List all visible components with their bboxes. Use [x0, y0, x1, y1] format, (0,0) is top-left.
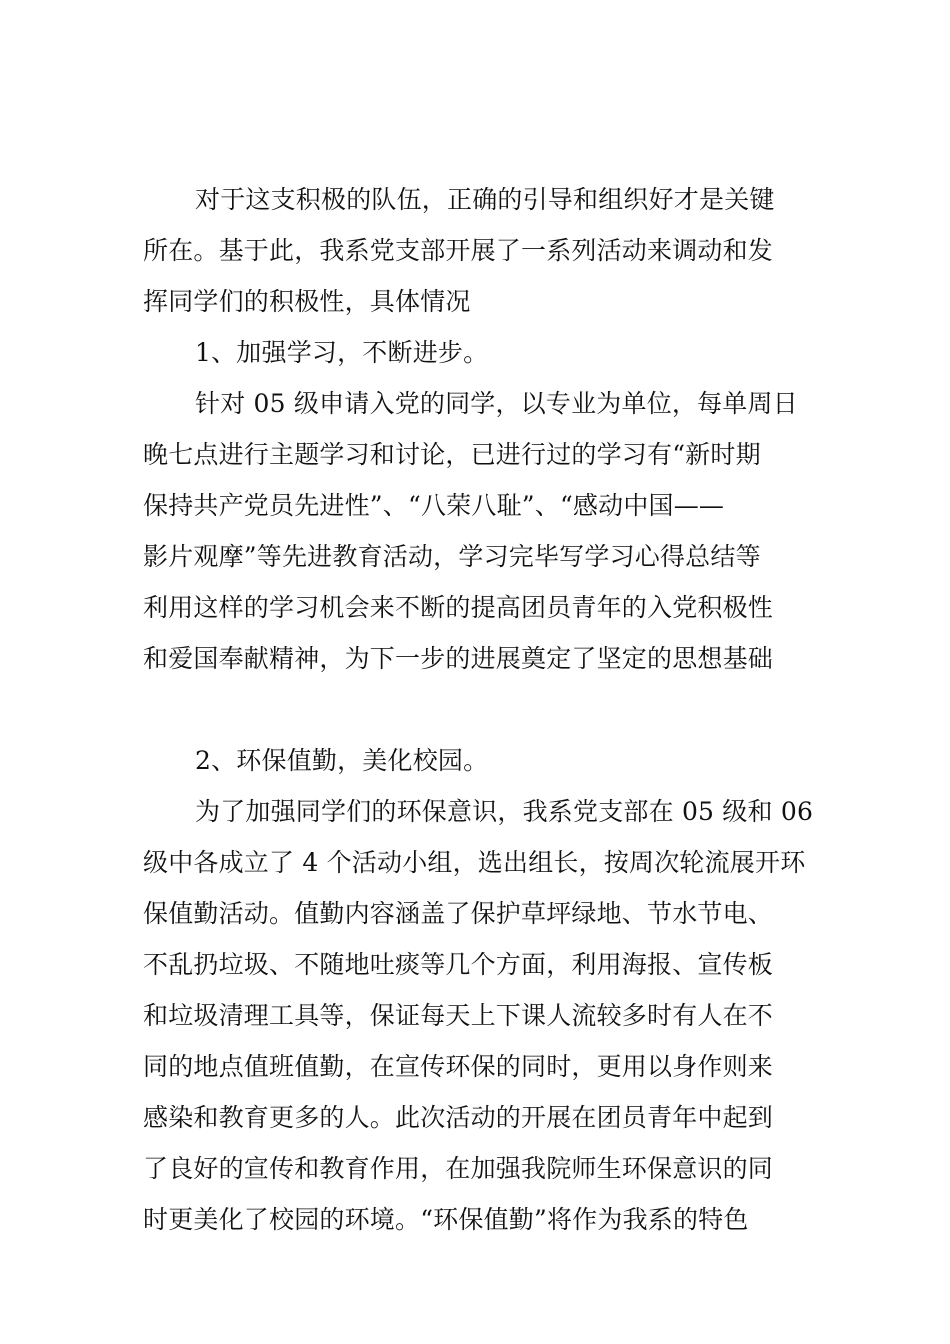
paragraph-3-line-2: 级中各成立了 4 个活动小组，选出组长，按周次轮流展开环 [143, 848, 806, 877]
paragraph-1-line-1: 对于这支积极的队伍，正确的引导和组织好才是关键 [195, 185, 775, 214]
paragraph-2-line-2: 晚七点进行主题学习和讨论，已进行过的学习有“新时期 [143, 440, 761, 469]
paragraph-3-line-7: 感染和教育更多的人。此次活动的开展在团员青年中起到 [143, 1103, 774, 1132]
paragraph-1-line-2: 所在。基于此，我系党支部开展了一系列活动来调动和发 [143, 236, 774, 265]
paragraph-2-line-1: 针对 05 级申请入党的同学，以专业为单位，每单周日 [195, 389, 798, 418]
paragraph-2-line-6: 和爱国奉献精神，为下一步的进展奠定了坚定的思想基础 [143, 644, 774, 673]
paragraph-2-line-4: 影片观摩”等先进教育活动，学习完毕写学习心得总结等 [143, 542, 761, 571]
blank-line [143, 684, 813, 735]
paragraph-1 [143, 174, 813, 327]
paragraph-1-line-3: 挥同学们的积极性，具体情况 [143, 287, 471, 316]
section-2-title: 2、环保值勤，美化校园。 [195, 746, 489, 775]
paragraph-2-line-3: 保持共产党员先进性”、“八荣八耻”、“感动中国—— [143, 491, 725, 520]
paragraph-3-line-8: 了良好的宣传和教育作用，在加强我院师生环保意识的同 [143, 1154, 774, 1183]
paragraph-2-line-5: 利用这样的学习机会来不断的提高团员青年的入党积极性 [143, 593, 774, 622]
paragraph-2 [143, 378, 813, 684]
paragraph-3 [143, 786, 813, 1245]
paragraph-3-line-4: 不乱扔垃圾、不随地吐痰等几个方面，利用海报、宣传板 [143, 950, 774, 979]
paragraph-3-line-1: 为了加强同学们的环保意识，我系党支部在 05 级和 06 [195, 797, 813, 826]
paragraph-3-line-6: 同的地点值班值勤，在宣传环保的同时，更用以身作则来 [143, 1052, 774, 1081]
paragraph-3-line-3: 保值勤活动。值勤内容涵盖了保护草坪绿地、节水节电、 [143, 899, 774, 928]
section-1-title: 1、加强学习，不断进步。 [195, 338, 489, 367]
paragraph-3-line-5: 和垃圾清理工具等，保证每天上下课人流较多时有人在不 [143, 1001, 774, 1030]
document-body [143, 174, 813, 1245]
paragraph-3-line-9: 时更美化了校园的环境。“环保值勤”将作为我系的特色 [143, 1205, 749, 1234]
